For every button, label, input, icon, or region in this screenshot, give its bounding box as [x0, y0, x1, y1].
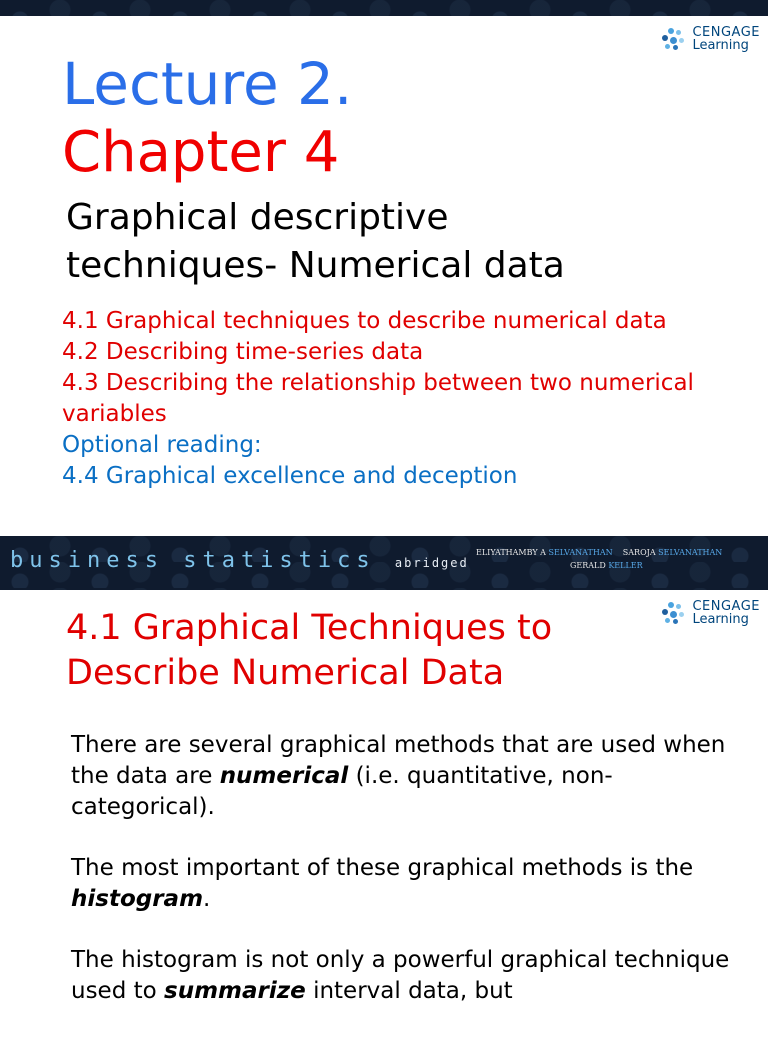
logo-sub: Learning	[692, 612, 749, 627]
logo-sub: Learning	[692, 38, 749, 53]
p3-text-end: interval data, but	[305, 978, 513, 1004]
cengage-dots-icon	[658, 600, 688, 626]
paragraph-3	[71, 945, 731, 1007]
author1-last: SELVANATHAN	[548, 548, 613, 557]
slide-1	[0, 16, 768, 536]
paragraph-1	[71, 730, 731, 823]
p1-text: There are several graphical methods that are used when the data are	[71, 732, 726, 789]
list-item: 4.4 Graphical excellence and deception	[62, 463, 518, 489]
p1-emphasis: numerical	[219, 763, 349, 789]
slide-body	[71, 730, 731, 1037]
subtitle-line-1: Graphical descriptive	[66, 197, 449, 238]
p2-text: The most important of these graphical methods is the	[71, 855, 694, 881]
logo-brand: CENGAGE	[692, 25, 760, 40]
book-title-main: business statistics	[10, 548, 376, 573]
list-item: 4.3 Describing the relationship between two numerical variables	[62, 370, 694, 427]
book-title-suffix: abridged	[394, 556, 469, 570]
cengage-logo	[658, 600, 760, 626]
book-title	[10, 548, 469, 573]
slide-subtitle	[66, 194, 565, 290]
author2-last: SELVANATHAN	[658, 548, 723, 557]
chapter-title: Chapter 4	[62, 120, 340, 185]
list-item: 4.1 Graphical techniques to describe numerical data	[62, 308, 667, 334]
p2-emphasis: histogram	[71, 886, 204, 912]
list-item: 4.2 Describing time-series data	[62, 339, 424, 365]
subtitle-line-2: techniques- Numerical data	[66, 245, 565, 286]
author1-first: ELIYATHAMBY A	[476, 548, 546, 557]
logo-brand: CENGAGE	[692, 599, 760, 614]
top-decorative-band	[0, 0, 768, 16]
book-authors	[476, 546, 766, 572]
p2-text-end: .	[203, 886, 211, 912]
p3-text: The histogram is not only a powerful graphical technique used to	[71, 947, 730, 1004]
section-list	[62, 306, 722, 492]
p1-text-end: (i.e. quantitative, non-categorical).	[71, 763, 613, 820]
cengage-dots-icon	[658, 26, 688, 52]
p3-emphasis: summarize	[164, 978, 306, 1004]
list-item: Optional reading:	[62, 432, 262, 458]
author2-first: SAROJA	[622, 548, 656, 557]
lecture-title: Lecture 2.	[62, 50, 353, 118]
slide-title: 4.1 Graphical Techniques to Describe Numerical Data	[66, 608, 553, 693]
paragraph-2	[71, 853, 731, 915]
slide-2	[0, 590, 768, 1024]
author3-last: KELLER	[608, 561, 643, 570]
author3-first: GERALD	[570, 561, 606, 570]
cengage-logo	[658, 26, 760, 52]
book-banner	[0, 536, 768, 590]
